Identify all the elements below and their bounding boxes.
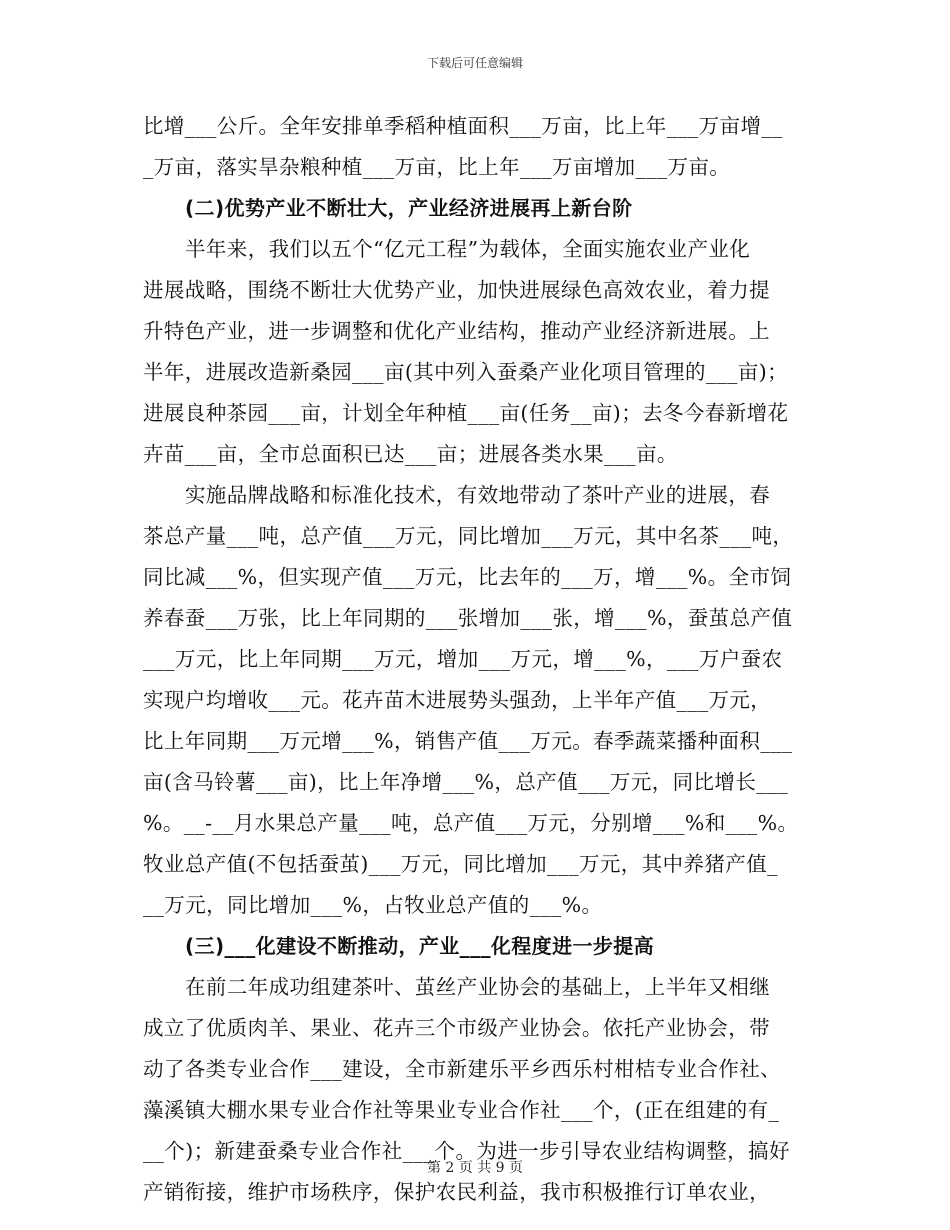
document-body	[143, 106, 809, 1213]
page-header: 下载后可任意编辑	[426, 56, 523, 70]
body-line: 牧业总产值(不包括蚕茧)___万元，同比增加___万元，其中养猪产值_	[143, 852, 778, 876]
body-line: 产销衔接，维护市场秩序，保护农民利益，我市积极推行订单农业，	[143, 1180, 770, 1204]
body-line: 卉苗___亩，全市总面积已达___亩；进展各类水果___亩。	[143, 442, 678, 466]
body-line: 亩(含马铃薯___亩)，比上年净增___%，总产值___万元，同比增长___	[143, 770, 789, 794]
body-line: 动了各类专业合作___建设，全市新建乐平乡西乐村柑桔专业合作社、	[143, 1057, 782, 1081]
body-line: 比上年同期___万元增___%，销售产值___万元。春季蔬菜播种面积___	[143, 729, 793, 753]
body-line: __个)；新建蚕桑专业合作社___个。为进一步引导农业结构调整，搞好	[143, 1139, 790, 1163]
body-line: ___万元，比上年同期___万元，增加___万元，增___%，___万户蚕农	[143, 647, 783, 671]
body-line: _万亩，落实旱杂粮种植___万亩，比上年___万亩增加___万亩。	[143, 155, 731, 179]
body-line: 进展良种茶园___亩，计划全年种植___亩(任务__亩)；去冬今春新增花	[143, 401, 789, 425]
paragraph-first-line: 在前二年成功组建茶叶、茧丝产业协会的基础上，上半年又相继	[185, 975, 771, 999]
body-line: 养春蚕___万张，比上年同期的___张增加___张，增___%，蚕茧总产值	[143, 606, 793, 630]
section-heading: (三)___化建设不断推动，产业___化程度进一步提高	[185, 934, 655, 958]
paragraph-first-line: 实施品牌战略和标准化技术，有效地带动了茶叶产业的进展，春	[185, 483, 771, 507]
body-line: 升特色产业，进一步调整和优化产业结构，推动产业经济新进展。上	[143, 319, 770, 343]
body-line: 同比减___%，但实现产值___万元，比去年的___万，增___%。全市饲	[143, 565, 792, 589]
section-heading: (二)优势产业不断壮大，产业经济进展再上新台阶	[185, 196, 633, 220]
body-line: 实现户均增收___元。花卉苗木进展势头强劲，上半年产值___万元，	[143, 688, 772, 712]
body-line: __万元，同比增加___%，占牧业总产值的___%。	[143, 893, 603, 917]
body-line: 茶总产量___吨，总产值___万元，同比增加___万元，其中名茶___吨，	[143, 524, 794, 548]
body-line: 比增___公斤。全年安排单季稻种植面积___万亩，比上年___万亩增__	[143, 114, 783, 138]
body-line: 进展战略，围绕不断壮大优势产业，加快进展绿色高效农业，着力提	[143, 278, 770, 302]
body-line: 半年，进展改造新桑园___亩(其中列入蚕桑产业化项目管理的___亩)；	[143, 360, 788, 384]
body-line: 成立了优质肉羊、果业、花卉三个市级产业协会。依托产业协会，带	[143, 1016, 770, 1040]
body-line: %。__-__月水果总产量___吨，总产值___万元，分别增___%和___%。	[143, 811, 799, 835]
paragraph-first-line: 半年来，我们以五个“亿元工程”为载体，全面实施农业产业化	[185, 237, 751, 261]
page-footer: 第 2 页 共 9 页	[426, 1160, 524, 1176]
body-line: 藻溪镇大棚水果专业合作社等果业专业合作社___个，(正在组建的有_	[143, 1098, 780, 1122]
